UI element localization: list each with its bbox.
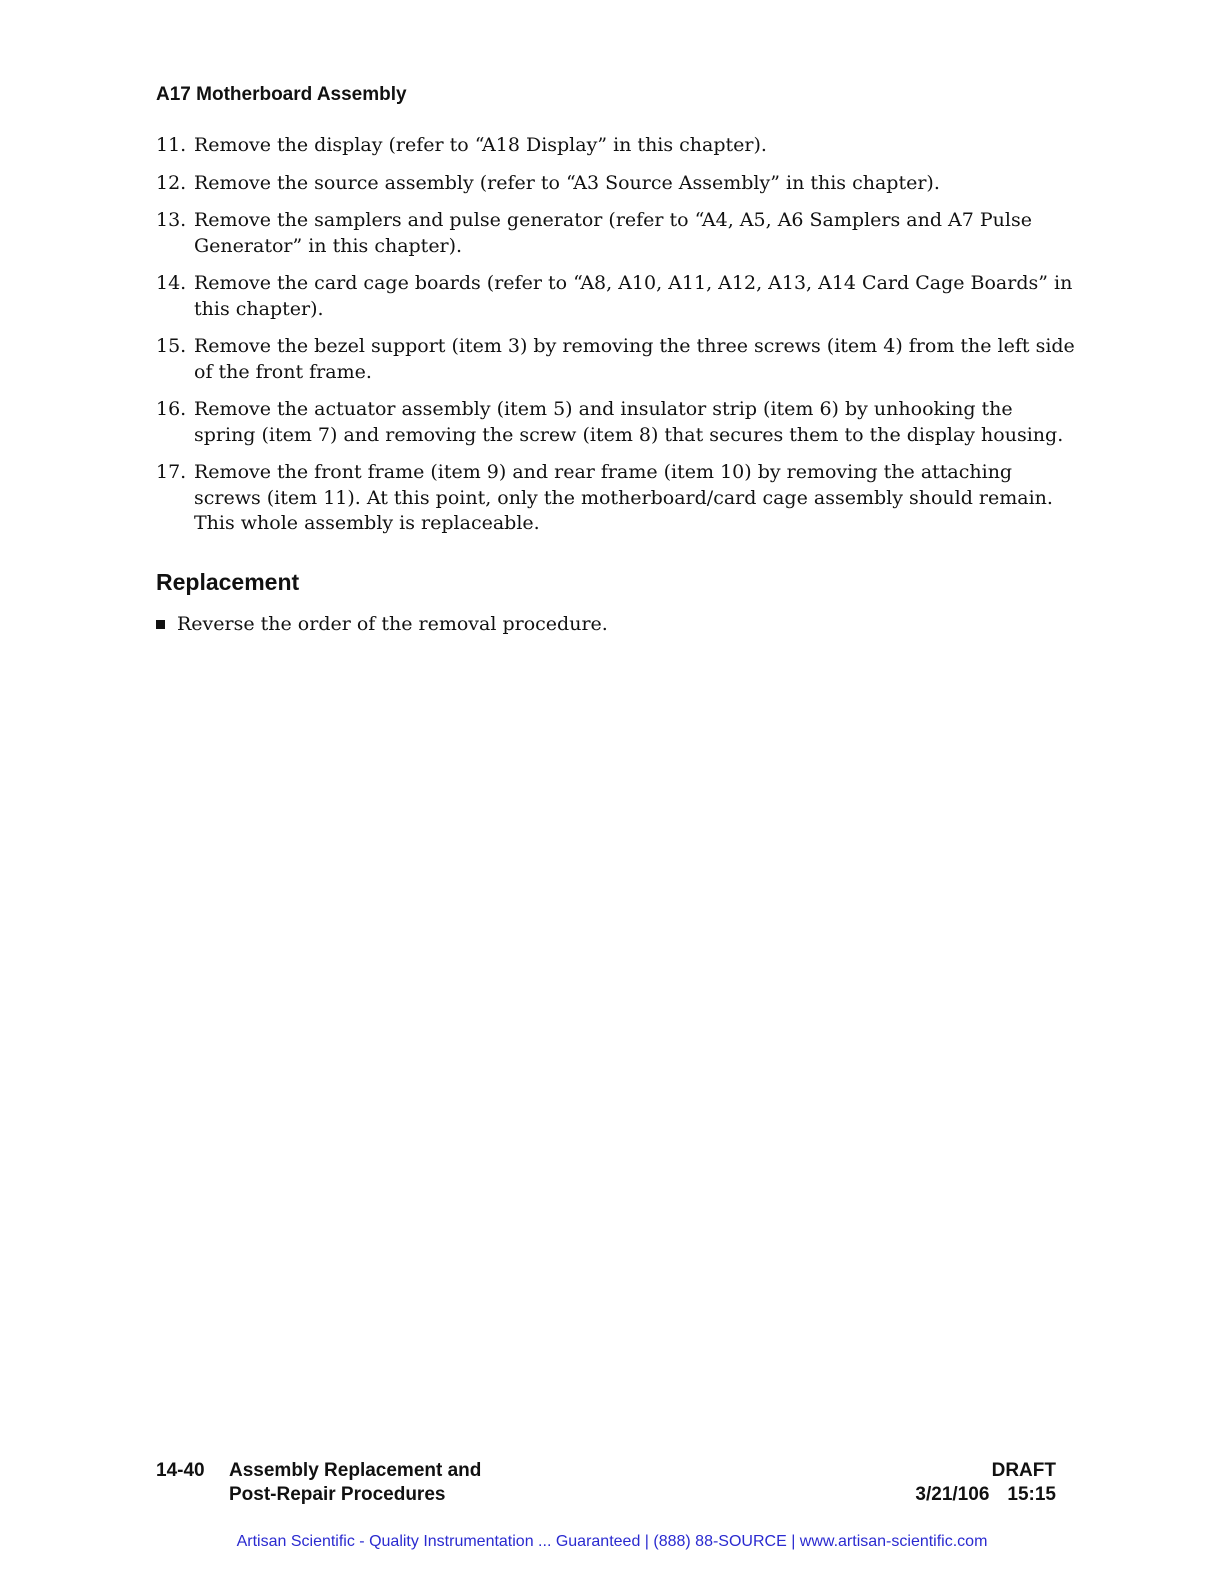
replacement-item-text: Reverse the order of the removal procedure.: [177, 613, 608, 635]
step-text: Remove the samplers and pulse generator (refer to “A4, A5, A6 Samplers and A7 Pulse Generator” in this chapter).: [194, 209, 1032, 257]
list-item: [156, 334, 1076, 385]
list-item: [156, 397, 1076, 448]
list-item: [156, 612, 608, 638]
page-number: 14-40: [156, 1460, 205, 1481]
list-item: [156, 171, 1076, 197]
replacement-heading: Replacement: [156, 569, 300, 595]
removal-steps-list: [156, 133, 1076, 549]
draft-status: DRAFT: [991, 1460, 1056, 1481]
replacement-list: [156, 612, 608, 638]
step-text: Remove the actuator assembly (item 5) and insulator strip (item 6) by unhooking the spring (item 7) and removing the screw (item 8) that secures them to the display housing.: [194, 398, 1064, 446]
footer-right: [915, 1459, 1056, 1507]
list-item: [156, 208, 1076, 259]
step-number: 11.: [156, 134, 187, 156]
chapter-title-line: Assembly Replacement and: [229, 1460, 482, 1481]
footer-left: [156, 1459, 481, 1507]
step-text: Remove the source assembly (refer to “A3 Source Assembly” in this chapter).: [194, 171, 940, 194]
step-text: Remove the front frame (item 9) and rear frame (item 10) by removing the attaching screws (item 11). At this point, only the motherboard/card cage assembly should remain. This whole assembly is replaceable.: [194, 461, 1053, 534]
step-number: 14.: [156, 272, 187, 294]
list-item: [156, 271, 1076, 322]
step-number: 12.: [156, 171, 187, 194]
footer-date: 3/21/106: [915, 1484, 990, 1505]
step-text: Remove the card cage boards (refer to “A8, A10, A11, A12, A13, A14 Card Cage Boards” in this chapter).: [194, 272, 1073, 320]
chapter-title: [229, 1459, 481, 1507]
footer-date-time: [915, 1483, 1056, 1507]
step-number: 16.: [156, 398, 187, 420]
step-number: 13.: [156, 209, 187, 231]
footer-time: 15:15: [1007, 1484, 1056, 1505]
chapter-title-line: Post-Repair Procedures: [229, 1484, 446, 1505]
step-number: 17.: [156, 461, 187, 483]
step-text: Remove the bezel support (item 3) by removing the three screws (item 4) from the left side of the front frame.: [194, 335, 1075, 383]
vendor-banner: Artisan Scientific - Quality Instrumentation ... Guaranteed | (888) 88-SOURCE | www.artisan-scientific.com: [236, 1533, 988, 1550]
list-item: [156, 460, 1076, 537]
step-number: 15.: [156, 335, 187, 357]
square-bullet-icon: [156, 620, 165, 629]
running-head-title: A17 Motherboard Assembly: [156, 84, 407, 105]
list-item: [156, 133, 1076, 159]
step-text: Remove the display (refer to “A18 Display” in this chapter).: [194, 134, 767, 156]
